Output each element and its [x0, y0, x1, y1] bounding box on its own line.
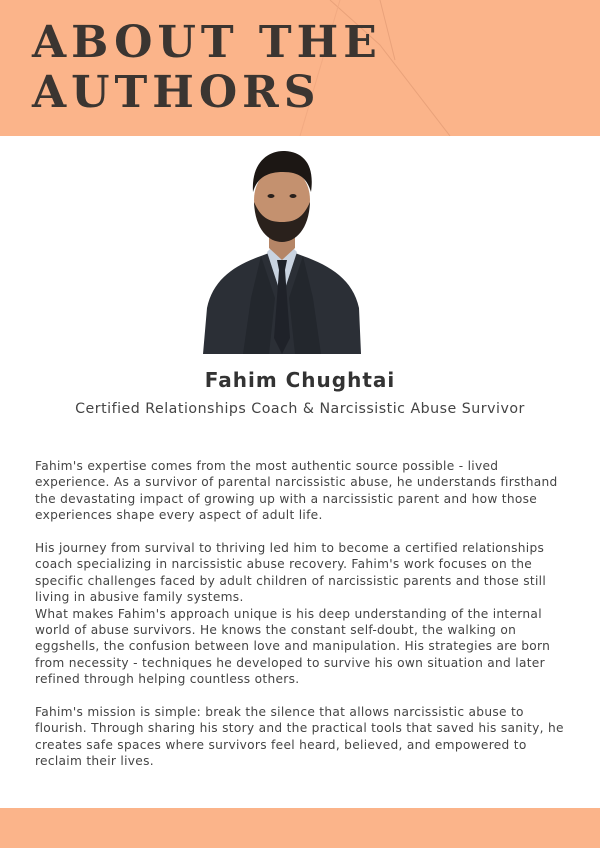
page-title	[32, 18, 382, 118]
author-bio	[35, 458, 575, 770]
author-name: Fahim Chughtai	[204, 368, 396, 392]
author-photo-icon	[203, 148, 361, 354]
bio-paragraph-4: Fahim's mission is simple: break the silence that allows narcissistic abuse to flourish. Through sharing his story and the practical tools that saved his sanity, he creates safe spaces where survivors feel heard, believed, and empowered to reclaim their lives.	[35, 705, 564, 769]
author-subtitle: Certified Relationships Coach & Narcissistic Abuse Survivor	[75, 401, 525, 417]
footer-band	[0, 808, 600, 848]
header-band	[0, 0, 600, 136]
bio-paragraph-3: What makes Fahim's approach unique is his deep understanding of the internal world of abuse survivors. He knows the constant self-doubt, the walking on eggshells, the confusion between love and manipulation. His strategies are born from necessity - techniques he developed to survive his own situation and later refined through helping countless others.	[35, 606, 551, 687]
title-line-2: AUTHORS	[32, 67, 321, 118]
bio-paragraph-2: His journey from survival to thriving led him to become a certified relationships coach specializing in narcissistic abuse recovery. Fahim's work focuses on the specific challenges faced by adult children of narcissistic parents and those still living in abusive family systems.	[35, 541, 547, 605]
title-line-1: ABOUT THE	[32, 17, 382, 68]
bio-paragraph-1: Fahim's expertise comes from the most authentic source possible - lived experience. As a survivor of parental narcissistic abuse, he understands firsthand the devastating impact of growing up with a narcissistic parent and how those experiences shape every aspect of adult life.	[35, 459, 558, 523]
